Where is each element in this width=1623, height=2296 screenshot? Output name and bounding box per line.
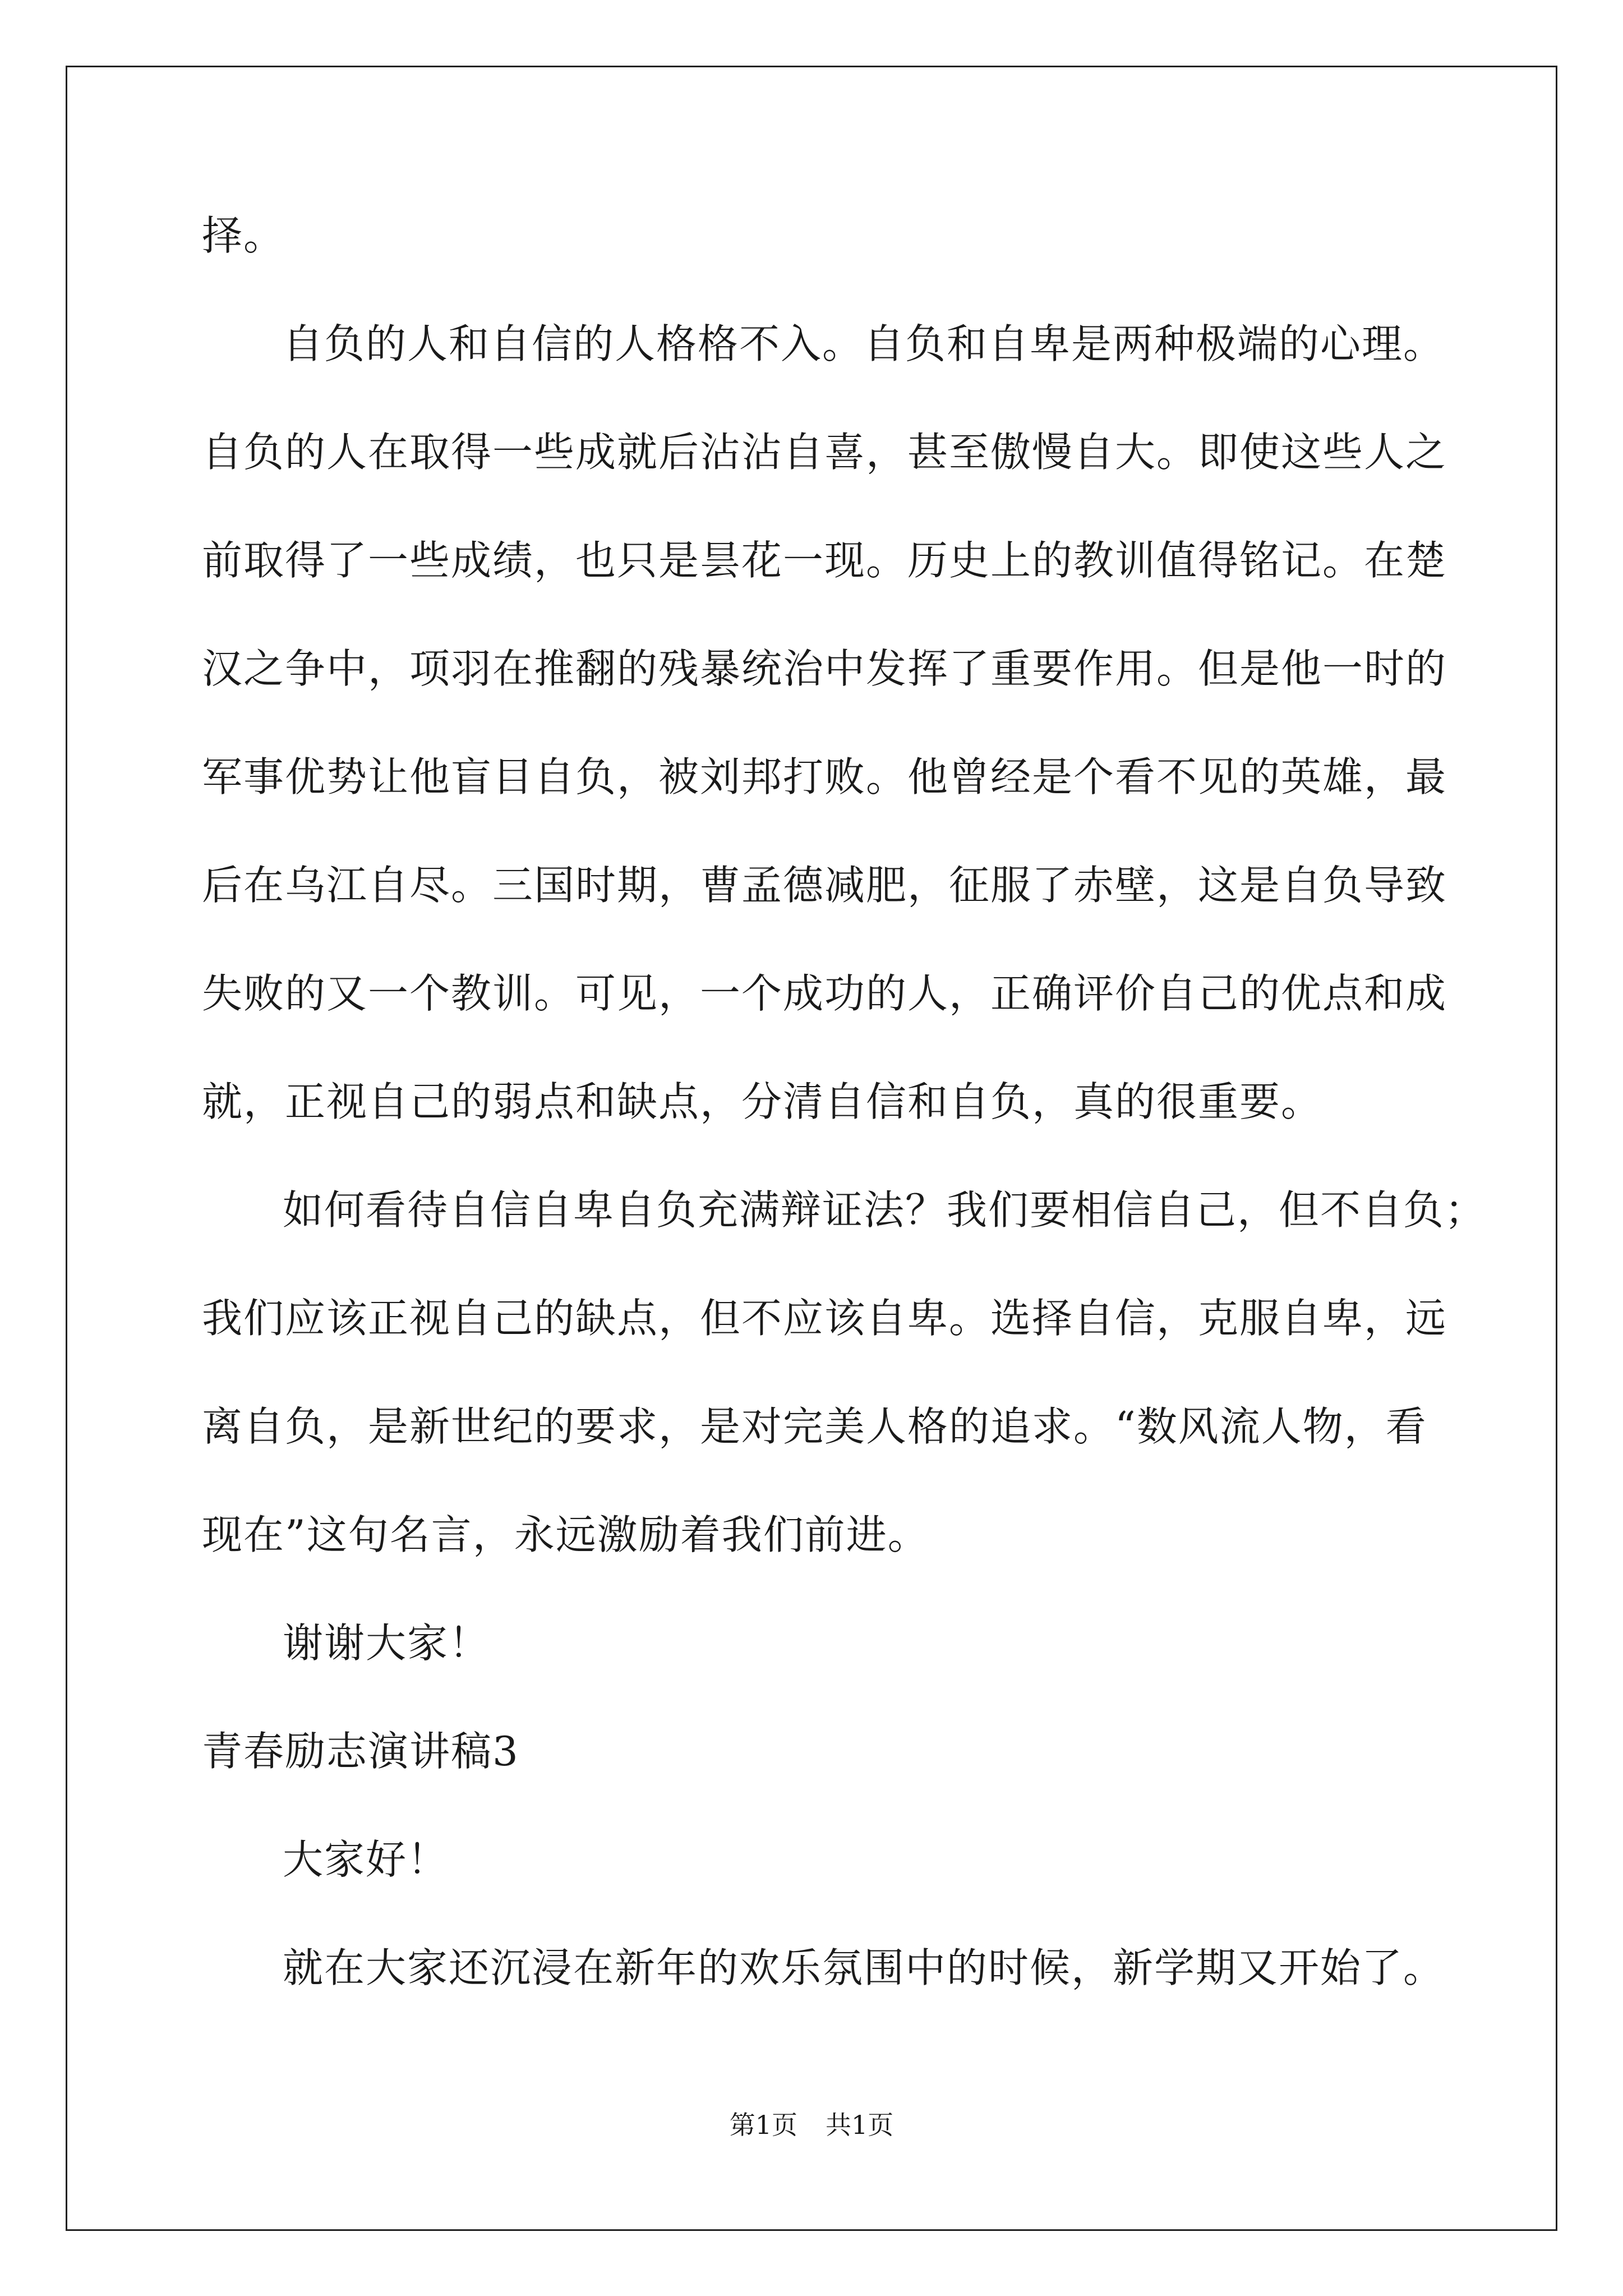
paragraph-line: 就在大家还沉浸在新年的欢乐氛围中的时候，新学期又开始了。 bbox=[283, 1944, 1445, 1991]
text-line: 失败的又一个教训。可见，一个成功的人，正确评价自己的优点和成 bbox=[202, 970, 1447, 1017]
paragraph-line: 自负的人和自信的人格格不入。自负和自卑是两种极端的心理。 bbox=[283, 320, 1445, 367]
page-footer bbox=[0, 2108, 1623, 2142]
closing-line: 谢谢大家！ bbox=[283, 1619, 491, 1667]
paragraph-line: 如何看待自信自卑自负充满辩证法？我们要相信自己，但不自负； bbox=[283, 1186, 1487, 1234]
text-line: 自负的人在取得一些成就后沾沾自喜，甚至傲慢自大。即使这些人之 bbox=[202, 429, 1447, 476]
text-line: 后在乌江自尽。三国时期，曹孟德减肥，征服了赤壁，这是自负导致 bbox=[202, 862, 1447, 909]
page-number-total: 共1页 bbox=[826, 2110, 894, 2140]
section-title: 青春励志演讲稿3 bbox=[202, 1728, 519, 1775]
page-border bbox=[66, 66, 1557, 2231]
text-line: 择。 bbox=[202, 212, 285, 259]
text-line: 现在”这句名言，永远激励着我们前进。 bbox=[202, 1511, 929, 1558]
text-line: 军事优势让他盲目自负，被刘邦打败。他曾经是个看不见的英雄，最 bbox=[202, 753, 1447, 800]
text-line: 离自负，是新世纪的要求，是对完美人格的追求。“数风流人物，看 bbox=[202, 1403, 1427, 1450]
text-line: 我们应该正视自己的缺点，但不应该自卑。选择自信，克服自卑，远 bbox=[202, 1295, 1447, 1342]
text-line: 汉之争中，项羽在推翻的残暴统治中发挥了重要作用。但是他一时的 bbox=[202, 645, 1447, 692]
greeting-line: 大家好！ bbox=[283, 1836, 449, 1883]
text-line: 就，正视自己的弱点和缺点，分清自信和自负，真的很重要。 bbox=[202, 1078, 1323, 1125]
text-line: 前取得了一些成绩，也只是昙花一现。历史上的教训值得铭记。在楚 bbox=[202, 537, 1447, 584]
page-number-current: 第1页 bbox=[729, 2110, 797, 2140]
